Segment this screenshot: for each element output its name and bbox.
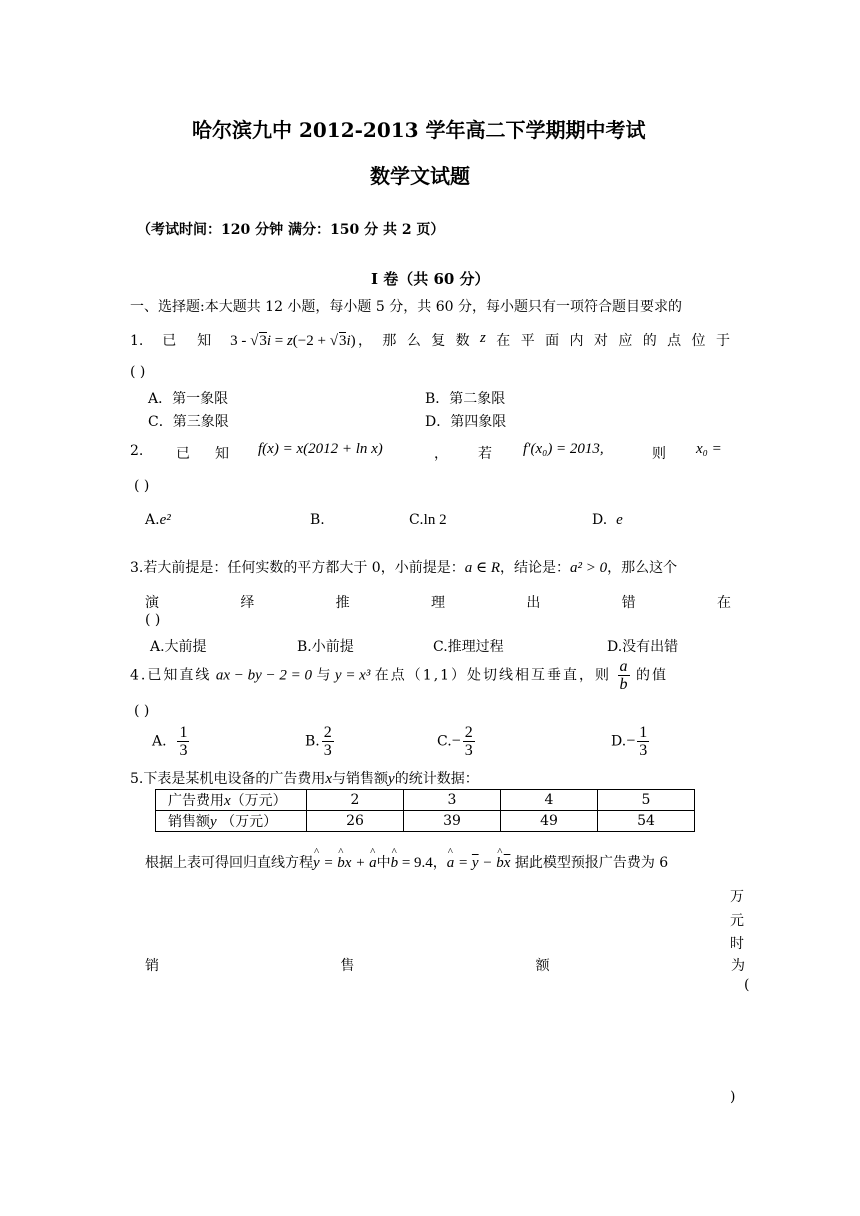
q5-intro: 5.下表是某机电设备的广告费用x与销售额y的统计数据： [130,771,479,787]
q2-word-1: 已 [176,446,190,462]
q2-option-c: C.ln 2 [409,512,447,528]
exam-title: 哈尔滨九中 2012-2013 学年高二下学期期中考试 [192,118,646,142]
q2-num: 2. [130,443,144,459]
q5-regression-text: 根据上表可得回归直线方程^ y = ^ bx + ^ a中^ b = 9.4，^ $a = \overline{y}$ − ^ $b\overline{x}$ 据此模型预报广告费为 6 [145,852,668,872]
q1-option-b: B．第二象限 [425,391,506,407]
table-cell: 49 [501,811,598,832]
q2-option-d: D. e [592,512,623,528]
table-cell: 2 [307,790,404,811]
q2-x0: x₀ = [696,441,722,457]
q5-open-paren: ( [744,977,750,993]
table-cell: 26 [307,811,404,832]
q3-option-b: B.小前提 [297,639,354,655]
q5-vert-1: 万 [730,889,744,905]
q3-option-a: A.大前提 [150,639,207,655]
q5-vert-2: 元 [730,913,744,929]
table-row [156,811,695,832]
q5-vert-3: 时 [730,936,744,952]
q3-answer-paren: ( ) [145,612,161,628]
table-cell: 39 [404,811,501,832]
q4-option-b: B. $\frac{2}{3}$ [305,724,332,759]
q4-answer-paren: ( ) [134,703,150,719]
q2-word-2: 知 [215,446,229,462]
q2-function: f(x) = x(2012 + ln x) [258,441,383,457]
q2-answer-paren: ( ) [134,478,150,494]
q3-option-d: D.没有出错 [607,639,679,655]
table-cell: 54 [598,811,695,832]
table-row-label: 广告费用x（万元） [156,790,307,811]
q1-line-rest: ， 那 么 复 数 z 在 平 面 内 对 应 的 点 位 于 [358,330,730,349]
q1-equation: 3 - √3i = z(−2 + √3i) [230,333,356,349]
q4-option-d: D.− $\frac{1}{3}$ [611,724,648,759]
q5-row: 销 售 额 为 [145,958,745,974]
table-row [156,790,695,811]
q1-line: 1. 已 知 3 - √3i = z(−2 + √3i) [130,333,356,349]
exam-subtitle: 数学文试题 [370,164,470,188]
table-cell: 4 [501,790,598,811]
q1-option-a: A．第一象限 [148,391,229,407]
q2-comma: ， [434,446,448,462]
q2-option-a: A.e² [145,512,171,528]
table-row-label: 销售额y （万元） [156,811,307,832]
q5-close-paren: ) [730,1089,736,1105]
q3-option-c: C.推理过程 [433,639,504,655]
table-cell: 3 [404,790,501,811]
q1-option-d: D．第四象限 [425,414,507,430]
section-title: I 卷（共 60 分） [371,270,490,288]
q2-word-3: 若 [478,446,492,462]
q4-line-1: 4.已知直线 ax − by − 2 = 0 与 y = x³ 在点（1,1）处切线相互垂直，则 $\frac{a}{b}$ 的值 [130,658,668,693]
q1-option-c: C．第三象限 [148,414,229,430]
section-instructions: 一、选择题:本大题共 12 小题，每小题 5 分，共 60 分，每小题只有一项符合题目要求的 [130,299,682,315]
statistics-table [155,789,695,832]
q2-word-4: 则 [652,446,666,462]
q2-derivative: f′(x₀) = 2013, [523,441,604,457]
q3-line-2: 演 绎 推 理 出 错 在 [145,595,731,611]
q1-answer-paren: ( ) [130,364,146,380]
q3-line-1: 3.若大前提是：任何实数的平方都大于 0，小前提是：a ∈ R，结论是：a² > 0，那么这个 [130,560,678,576]
exam-info: （考试时间：120 分钟 满分：150 分 共 2 页） [137,222,445,238]
table-cell: 5 [598,790,695,811]
q4-option-a: A. $\frac{1}{3}$ [152,724,188,759]
q4-option-c: C.− $\frac{2}{3}$ [437,724,473,759]
q2-option-b: B. [310,512,325,528]
